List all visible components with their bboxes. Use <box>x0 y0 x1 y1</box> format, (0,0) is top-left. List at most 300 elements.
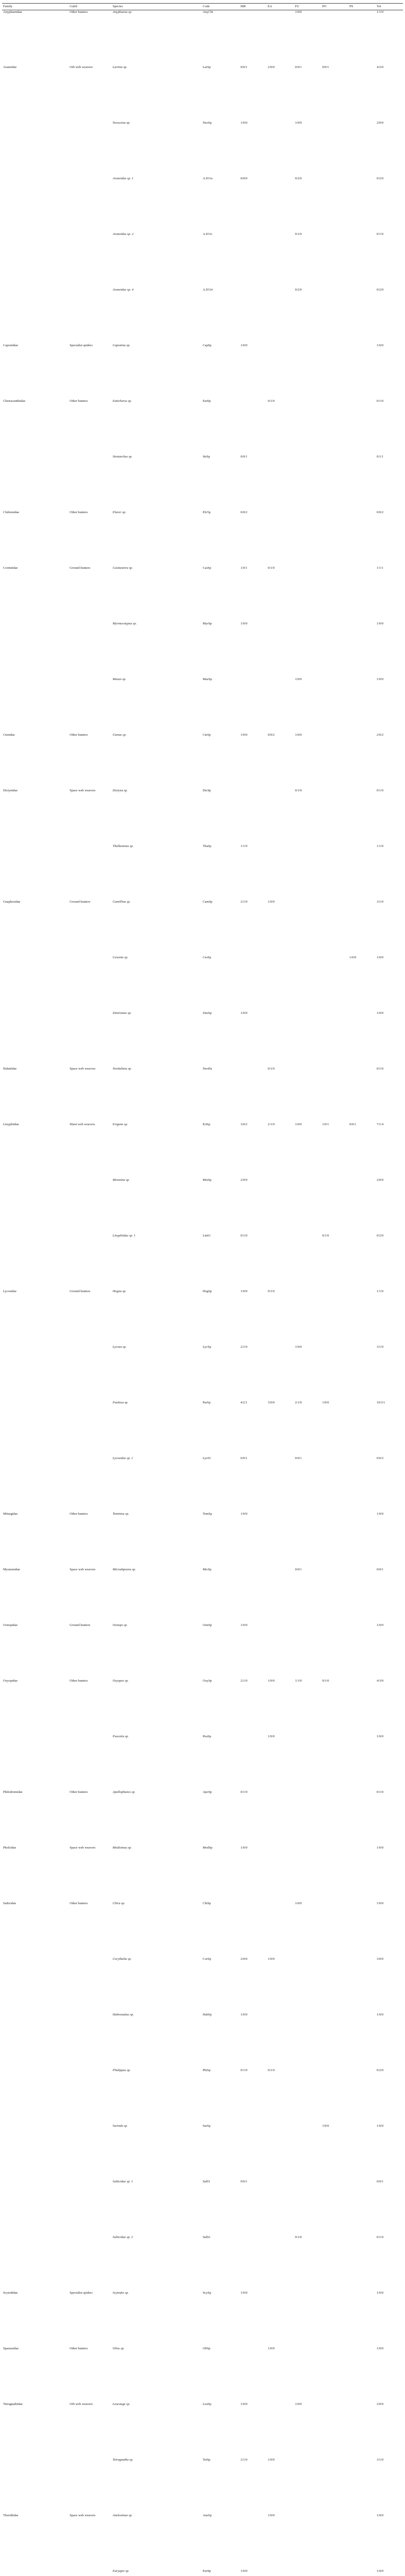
cell-ps <box>348 10 376 65</box>
cell-code: A.IO14 <box>202 288 213 292</box>
cell-ea: 1/0/0 <box>267 1957 275 1961</box>
cell-mr: 1/0/0 <box>240 2569 247 2573</box>
cell-mr: 2/0/0 <box>240 1178 247 1182</box>
table-row <box>2 1345 403 1401</box>
col-header-po: PO <box>321 4 348 10</box>
cell-guild: Space web weavers <box>70 1846 96 1850</box>
cell-species: Oxyopes sp. <box>112 1679 129 1683</box>
table-row <box>2 177 403 232</box>
cell-ea <box>267 288 294 344</box>
cell-family <box>2 2069 69 2124</box>
cell-po <box>321 2569 348 2576</box>
cell-ps <box>348 1623 376 1679</box>
cell-code: LeuSp <box>202 2402 212 2406</box>
cell-fu: 1/0/0 <box>295 121 302 125</box>
cell-fu: 1/0/0 <box>295 677 302 682</box>
cell-ea <box>267 344 294 399</box>
cell-tot: 1/0/0 <box>377 1512 384 1516</box>
cell-guild: Sheet web weavers <box>70 1123 95 1127</box>
cell-po <box>321 2180 348 2235</box>
cell-tot: 0/2/0 <box>377 2069 384 2073</box>
cell-mr: 1/0/0 <box>240 344 247 348</box>
cell-code: LycSp <box>202 1345 211 1349</box>
cell-family: Philodromidae <box>3 1790 23 1794</box>
cell-species: Neoscona sp. <box>112 121 130 125</box>
cell-mr <box>240 1067 267 1123</box>
cell-po <box>321 1178 348 1234</box>
table-row <box>2 2235 403 2291</box>
cell-mr <box>240 789 267 844</box>
cell-guild <box>69 232 112 288</box>
cell-mr: 0/0/2 <box>240 511 247 515</box>
cell-tot: 0/2/0 <box>377 177 384 181</box>
cell-ps <box>348 2402 376 2458</box>
cell-ea <box>267 1902 294 1957</box>
cell-fu <box>294 455 321 511</box>
cell-po <box>321 2458 348 2514</box>
cell-code: EurSp <box>202 2569 211 2573</box>
cell-po <box>321 1957 348 2013</box>
cell-ea: 3/0/0 <box>267 1401 275 1405</box>
cell-tot: 1/1/0 <box>377 1290 384 1294</box>
cell-code: Lyc01 <box>202 1456 211 1461</box>
cell-guild <box>69 622 112 677</box>
table-row <box>2 2069 403 2124</box>
cell-fu: 0/0/1 <box>295 65 302 70</box>
cell-species: Thallumetus sp. <box>112 844 134 849</box>
cell-code: A.IO1c <box>202 232 213 236</box>
cell-family <box>2 2180 69 2235</box>
cell-ps <box>348 177 376 232</box>
cell-ps <box>348 1011 376 1067</box>
cell-code: StrSp <box>202 455 210 459</box>
table-row <box>2 677 403 733</box>
cell-guild: Ground hunters <box>70 1623 91 1628</box>
table-row <box>2 2291 403 2347</box>
cell-family <box>2 121 69 177</box>
cell-tot: 1/0/0 <box>377 2013 384 2017</box>
cell-ps <box>348 1679 376 1735</box>
cell-family <box>2 288 69 344</box>
cell-fu: 0/1/0 <box>295 2235 302 2240</box>
cell-species: Araneidae sp. 2 <box>112 232 133 236</box>
cell-species: Salticidae sp. 1 <box>112 2180 133 2184</box>
cell-tot: 1/1/0 <box>377 844 384 849</box>
cell-fu <box>294 1957 321 2013</box>
cell-family <box>2 2235 69 2291</box>
cell-ea <box>267 2291 294 2347</box>
cell-po <box>321 566 348 622</box>
cell-species: Olios sp. <box>112 2347 125 2351</box>
cell-code: SarSp <box>202 2124 211 2128</box>
cell-ps <box>348 1957 376 2013</box>
cell-species: Araneidae sp. 4 <box>112 288 133 292</box>
cell-mr: 1/0/0 <box>240 622 247 626</box>
cell-ea: 0/1/0 <box>267 1290 275 1294</box>
cell-mr: 1/0/0 <box>240 1846 247 1850</box>
cell-ea: 0/1/0 <box>267 1067 275 1071</box>
cell-code: MeiSp <box>202 1178 212 1182</box>
cell-po <box>321 1568 348 1623</box>
col-header-fu: FU <box>294 4 321 10</box>
cell-po <box>321 2402 348 2458</box>
cell-po: 1/0/0 <box>322 2124 329 2128</box>
cell-code: CorSp <box>202 1957 211 1961</box>
table-row <box>2 900 403 956</box>
table-row <box>2 1902 403 1957</box>
cell-species: Modisimus sp. <box>112 1846 132 1850</box>
cell-ea <box>267 677 294 733</box>
cell-code: ThaSp <box>202 844 212 849</box>
cell-species: Zimiromus sp. <box>112 1011 132 1015</box>
cell-guild: Other hunters <box>70 733 88 737</box>
table-row <box>2 1067 403 1123</box>
cell-po: 1/0/1 <box>322 1123 329 1127</box>
cell-po <box>321 232 348 288</box>
cell-code: MicSp <box>202 1568 212 1572</box>
cell-ps <box>348 399 376 455</box>
cell-family: Anyphaenidae <box>3 10 22 14</box>
cell-fu <box>294 1790 321 1846</box>
cell-ea <box>267 121 294 177</box>
cell-guild <box>69 455 112 511</box>
cell-tot: 0/1/1 <box>377 455 384 459</box>
cell-code: HogSp <box>202 1290 212 1294</box>
cell-ps <box>348 1456 376 1512</box>
cell-fu <box>294 1735 321 1790</box>
cell-fu <box>294 2013 321 2069</box>
cell-mr <box>240 956 267 1011</box>
cell-po <box>321 1456 348 1512</box>
cell-po <box>321 2347 348 2402</box>
cell-mr <box>240 2347 267 2402</box>
cell-ea: 1/0/0 <box>267 2514 275 2518</box>
table-row <box>2 622 403 677</box>
cell-po <box>321 121 348 177</box>
cell-tot: 1/0/0 <box>377 677 384 682</box>
cell-code: ChiSp <box>202 1902 211 1906</box>
cell-mr: 1/0/0 <box>240 733 247 737</box>
cell-ea <box>267 1178 294 1234</box>
table-row <box>2 288 403 344</box>
cell-ps <box>348 1178 376 1234</box>
cell-family: Theridiidae <box>3 2514 19 2518</box>
cell-species: Camillina sp. <box>112 900 131 904</box>
table-row <box>2 1401 403 1456</box>
cell-po <box>321 511 348 566</box>
cell-ps <box>348 2569 376 2576</box>
cell-family: Miturgidae <box>3 1512 18 1516</box>
cell-code: MyrSp <box>202 622 212 626</box>
cell-mr: 1/0/0 <box>240 1011 247 1015</box>
cell-ps <box>348 1345 376 1401</box>
col-header-tot: Tot <box>376 4 403 10</box>
cell-species: Ctenus sp. <box>112 733 127 737</box>
table-row <box>2 1290 403 1345</box>
cell-mr: 0/0/1 <box>240 455 247 459</box>
cell-po <box>321 1011 348 1067</box>
cell-ps <box>348 1846 376 1902</box>
cell-tot: 1/1/1 <box>377 566 384 570</box>
cell-species: Peucetia sp. <box>112 1735 129 1739</box>
table-row <box>2 1957 403 2013</box>
cell-fu: 0/2/0 <box>295 288 302 292</box>
cell-ps <box>348 288 376 344</box>
cell-code: NeoHa <box>202 1067 212 1071</box>
cell-family <box>2 1011 69 1067</box>
cell-po <box>321 399 348 455</box>
cell-ea: 0/1/0 <box>267 399 275 403</box>
cell-mr <box>240 2124 267 2180</box>
cell-code: EutSp <box>202 399 211 403</box>
cell-mr <box>240 10 267 65</box>
cell-code: LarSp <box>202 65 211 70</box>
cell-family: Mysmenidae <box>3 1568 21 1572</box>
table-row <box>2 1735 403 1790</box>
cell-species: Lycosidae sp. 1 <box>112 1456 133 1461</box>
cell-species: Euryopis sp. <box>112 2569 129 2573</box>
cell-family: Araneidae <box>3 65 17 70</box>
cell-species: Larinia sp. <box>112 65 127 70</box>
cell-ea <box>267 956 294 1011</box>
cell-code: ApoSp <box>202 1790 212 1794</box>
cell-tot: 3/0/0 <box>377 1957 384 1961</box>
cell-po <box>321 2069 348 2124</box>
table-row <box>2 65 403 121</box>
cell-family: Dictynidae <box>3 789 18 793</box>
cell-species: Hogna sp. <box>112 1290 126 1294</box>
cell-ps <box>348 1735 376 1790</box>
cell-family: Pholcidae <box>3 1846 16 1850</box>
cell-po <box>321 1735 348 1790</box>
cell-fu <box>294 1290 321 1345</box>
cell-species: Erigone sp. <box>112 1123 128 1127</box>
cell-tot: 1/0/0 <box>377 344 384 348</box>
cell-ea <box>267 2402 294 2458</box>
cell-ps <box>348 1401 376 1456</box>
cell-fu <box>294 956 321 1011</box>
cell-tot: 10/3/1 <box>377 1401 385 1405</box>
cell-code: OliSp <box>202 2347 211 2351</box>
cell-fu: 1/1/0 <box>295 1679 302 1683</box>
cell-family <box>2 2569 69 2576</box>
cell-ea: 1/0/0 <box>267 900 275 904</box>
species-table <box>2 3 403 2576</box>
cell-code: AneSp <box>202 2514 212 2518</box>
cell-code: A.IO1a <box>202 177 213 181</box>
cell-fu <box>294 566 321 622</box>
cell-ps <box>348 1902 376 1957</box>
cell-tot: 0/1/0 <box>377 1790 384 1794</box>
cell-guild <box>69 121 112 177</box>
cell-guild: Space web weavers <box>70 789 96 793</box>
cell-family: Sparassidae <box>3 2347 19 2351</box>
cell-species: Neohahnia sp. <box>112 1067 132 1071</box>
cell-ps <box>348 677 376 733</box>
table-row <box>2 1568 403 1623</box>
cell-tot: 0/0/2 <box>377 511 384 515</box>
cell-ps <box>348 511 376 566</box>
cell-tot: 1/0/0 <box>377 2291 384 2295</box>
cell-family: Gnaphosidae <box>3 900 21 904</box>
cell-fu <box>294 2124 321 2180</box>
cell-guild <box>69 1345 112 1401</box>
cell-family <box>2 177 69 232</box>
cell-guild <box>69 1011 112 1067</box>
cell-fu: 1/0/0 <box>295 10 302 14</box>
cell-ps <box>348 2514 376 2569</box>
cell-guild <box>69 2235 112 2291</box>
cell-fu <box>294 2458 321 2514</box>
cell-ps <box>348 844 376 900</box>
cell-code: PeuSp <box>202 1735 211 1739</box>
cell-tot: 0/1/0 <box>377 232 384 236</box>
cell-family <box>2 844 69 900</box>
cell-ps <box>348 455 376 511</box>
cell-po <box>321 2013 348 2069</box>
cell-ea: 1/0/0 <box>267 2347 275 2351</box>
cell-tot: 0/0/2 <box>377 1456 384 1461</box>
cell-fu <box>294 344 321 399</box>
cell-species: Lycosa sp. <box>112 1345 127 1349</box>
cell-tot: 0/1/0 <box>377 789 384 793</box>
table-row <box>2 2402 403 2458</box>
table-row <box>2 1623 403 1679</box>
table-row <box>2 566 403 622</box>
table-row <box>2 2180 403 2235</box>
cell-mr: 0/1/0 <box>240 2069 247 2073</box>
cell-guild: Ground hunters <box>70 900 91 904</box>
cell-po <box>321 288 348 344</box>
cell-code: CamSp <box>202 900 213 904</box>
table-row <box>2 1512 403 1568</box>
cell-fu <box>294 2180 321 2235</box>
table-row <box>2 956 403 1011</box>
cell-fu: 0/0/1 <box>295 1456 302 1461</box>
cell-species: Sarinda sp. <box>112 2124 128 2128</box>
cell-guild <box>69 1957 112 2013</box>
cell-tot: 0/1/0 <box>377 2235 384 2240</box>
cell-ea <box>267 1846 294 1902</box>
table-row <box>2 1456 403 1512</box>
cell-species: Phidippus sp. <box>112 2069 131 2073</box>
cell-po <box>321 177 348 232</box>
cell-ps <box>348 2069 376 2124</box>
cell-mr: 2/1/0 <box>240 900 247 904</box>
cell-code: MazSp <box>202 677 212 682</box>
cell-ea <box>267 2235 294 2291</box>
cell-ps <box>348 65 376 121</box>
table-row <box>2 10 403 65</box>
cell-mr <box>240 232 267 288</box>
cell-tot: 1/0/0 <box>377 1846 384 1850</box>
cell-po <box>321 1512 348 1568</box>
cell-guild <box>69 1456 112 1512</box>
cell-guild: Other hunters <box>70 1512 88 1516</box>
cell-code: Sal01 <box>202 2180 210 2184</box>
cell-po <box>321 344 348 399</box>
cell-code: CteSp <box>202 733 211 737</box>
cell-ea: 2/0/0 <box>267 65 275 70</box>
cell-species: Salticidae sp. 2 <box>112 2235 133 2240</box>
cell-ps <box>348 344 376 399</box>
cell-guild <box>69 2069 112 2124</box>
cell-ps <box>348 2458 376 2514</box>
cell-guild <box>69 677 112 733</box>
cell-mr: 2/1/0 <box>240 1679 247 1683</box>
cell-tot: 0/1/0 <box>377 1067 384 1071</box>
cell-species: Meioneta sp. <box>112 1178 130 1182</box>
cell-fu <box>294 1846 321 1902</box>
cell-species: Corythalia sp. <box>112 1957 132 1961</box>
cell-mr: 2/0/0 <box>240 1957 247 1961</box>
cell-tot: 1/0/0 <box>377 2347 384 2351</box>
cell-ps: 0/0/1 <box>349 1123 357 1127</box>
cell-fu <box>294 1067 321 1123</box>
cell-mr: 4/2/1 <box>240 1401 247 1405</box>
cell-species: Caponina sp. <box>112 344 130 348</box>
table-row <box>2 2347 403 2402</box>
cell-fu: 1/0/0 <box>295 1345 302 1349</box>
cell-code: OxySp <box>202 1679 212 1683</box>
cell-fu <box>294 1234 321 1290</box>
cell-species: Habronattus sp. <box>112 2013 134 2017</box>
cell-guild: Ground hunters <box>70 1290 91 1294</box>
cell-tot: 2/0/2 <box>377 733 384 737</box>
cell-guild <box>69 288 112 344</box>
cell-species: Araneidae sp. 1 <box>112 177 133 181</box>
cell-ea <box>267 1568 294 1623</box>
cell-fu <box>294 622 321 677</box>
cell-ps <box>348 1790 376 1846</box>
cell-code: ParSp <box>202 1401 211 1405</box>
cell-po <box>321 844 348 900</box>
cell-po <box>321 1290 348 1345</box>
cell-ps <box>348 2180 376 2235</box>
cell-family: Oxyopidae <box>3 1679 18 1683</box>
cell-guild: Other hunters <box>70 2347 88 2351</box>
cell-tot: 1/0/0 <box>377 2124 384 2128</box>
table-row <box>2 121 403 177</box>
cell-tot: 2/0/0 <box>377 1178 384 1182</box>
cell-ea: 0/0/2 <box>267 733 275 737</box>
cell-guild <box>69 1735 112 1790</box>
cell-tot: 0/1/0 <box>377 399 384 403</box>
cell-code: ScySp <box>202 2291 211 2295</box>
cell-guild <box>69 177 112 232</box>
cell-mr: 1/0/0 <box>240 1512 247 1516</box>
cell-code: PhiSp <box>202 2069 211 2073</box>
cell-tot: 3/1/0 <box>377 2458 384 2462</box>
table-row <box>2 455 403 511</box>
cell-fu: 0/1/0 <box>295 232 302 236</box>
cell-ea <box>267 2013 294 2069</box>
cell-ps <box>348 1234 376 1290</box>
cell-fu <box>294 1623 321 1679</box>
cell-code: HabSp <box>202 2013 212 2017</box>
cell-mr: 0/0/0 <box>240 177 247 181</box>
cell-guild: Space web weavers <box>70 2514 96 2518</box>
cell-fu: 0/2/0 <box>295 177 302 181</box>
cell-ea: 0/1/0 <box>267 566 275 570</box>
cell-po <box>321 2514 348 2569</box>
cell-mr: 1/0/0 <box>240 1290 247 1294</box>
cell-guild: Orb web weavers <box>70 65 93 70</box>
cell-mr: 1/0/0 <box>240 1623 247 1628</box>
table-row <box>2 844 403 900</box>
cell-tot: 0/0/1 <box>377 2180 384 2184</box>
cell-fu <box>294 1011 321 1067</box>
